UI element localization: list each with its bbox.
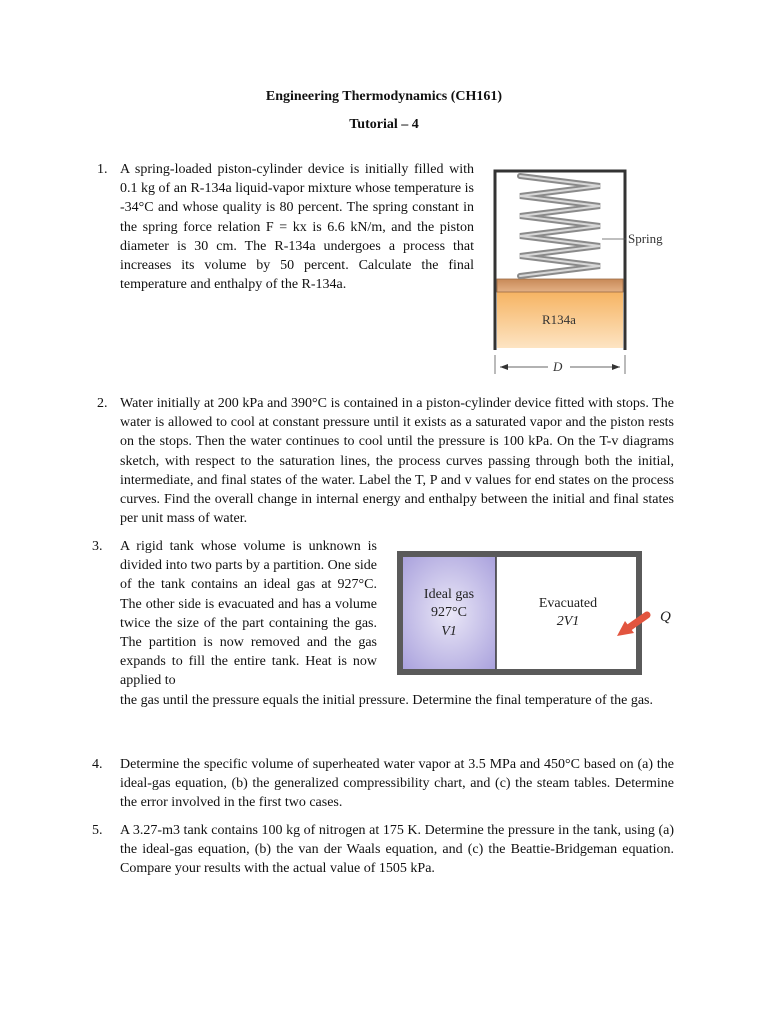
- problem-3-text-bottom: the gas until the pressure equals the initial pressure. Determine the final temperature of the gas.: [120, 693, 653, 708]
- diameter-label: D: [553, 359, 563, 374]
- r134a-label: R134a: [542, 312, 576, 327]
- spring-label: Spring: [628, 231, 663, 246]
- problem-5-number: 5.: [92, 823, 103, 838]
- tutorial-subtitle: Tutorial – 4: [349, 117, 419, 132]
- evacuated-label: Evacuated: [538, 596, 598, 611]
- problem-3-text-top: A rigid tank whose volume is unknown is divided into two parts by a partition. One side of the tank contains an ideal gas at 927°C. The other side is evacuated and has a volume twice the size of the part containing the gas. The partition is now removed and the gas expands to fill the entire tank. Heat is now applied to: [120, 539, 378, 689]
- ideal-gas-label: Ideal gas: [423, 587, 475, 602]
- problem-5-text: A 3.27-m3 tank contains 100 kg of nitrogen at 175 K. Determine the pressure in the tank, using (a) the ideal-gas equation, (b) the van der Waals equation, and (c) the Beattie-Bridgeman equation. Compare your results with the actual value of 1505 kPa.: [120, 823, 674, 877]
- heat-label: Q: [660, 609, 671, 625]
- evacuated-volume-label: 2V1: [556, 614, 580, 629]
- spring-piston-figure: [490, 162, 680, 377]
- problem-2-number: 2.: [97, 396, 108, 411]
- problem-3-number: 3.: [92, 539, 103, 554]
- problem-4-number: 4.: [92, 757, 103, 772]
- problem-1-number: 1.: [97, 162, 108, 177]
- problem-4-text: Determine the specific volume of superheated water vapor at 3.5 MPa and 450°C based on (a) the ideal-gas equation, (b) the generalized compressibility chart, and (c) the steam tables. Determine the error involved in the first two cases.: [120, 757, 674, 811]
- problem-1-text: A spring-loaded piston-cylinder device is initially filled with 0.1 kg of an R-134a liquid-vapor mixture whose temperature is -34°C and whose quality is 80 percent. The spring constant in the spring force relation F = kx is 6.6 kN/m, and the piston diameter is 30 cm. The R-134a undergoes a process that increases its volume by 50 percent. Calculate the final temperature and enthalpy of the R-134a.: [120, 162, 474, 293]
- problem-2-text: Water initially at 200 kPa and 390°C is contained in a piston-cylinder device fitted with stops. The water is allowed to cool at constant pressure until it exists as a saturated vapor and the piston rests on the stops. Then the water continues to cool until the pressure is 100 kPa. On the T-v diagrams sketch, with respect to the saturation lines, the process curves passing through both the initial, intermediate, and final states of the water. Label the T, P and v values for end states on the process curves. Find the overall change in internal energy and enthalpy between the initial and final states per unit mass of water.: [120, 396, 674, 527]
- rigid-tank-figure: [395, 549, 685, 679]
- gas-volume-label: V1: [441, 624, 457, 639]
- document-title: Engineering Thermodynamics (CH161): [265, 89, 503, 104]
- gas-temperature-label: 927°C: [431, 605, 467, 620]
